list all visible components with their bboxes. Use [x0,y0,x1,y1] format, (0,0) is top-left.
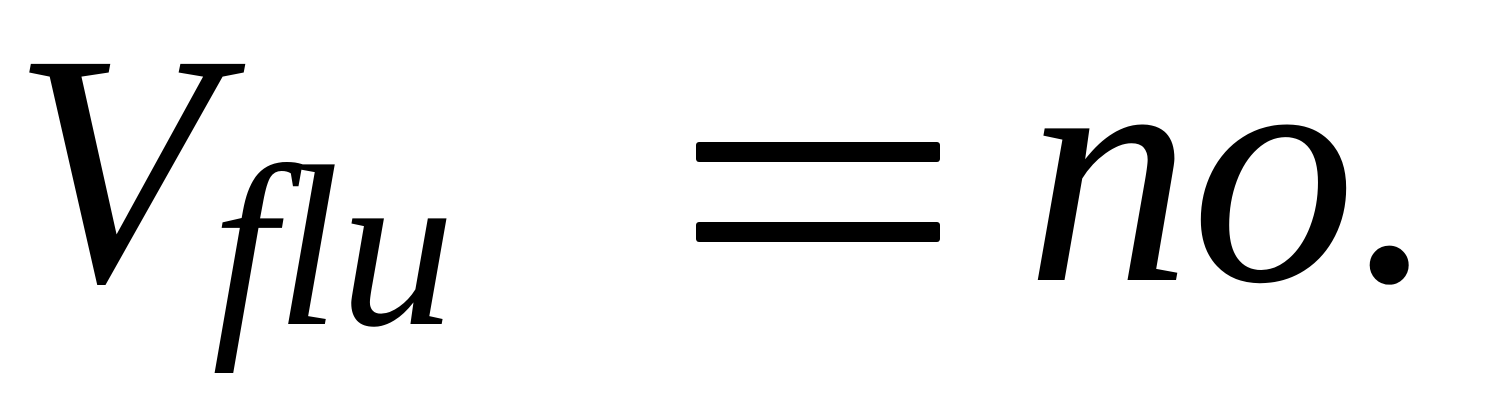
formula-variable: V [12,0,214,352]
equals-top-bar [696,142,940,162]
formula-value: no. [1026,0,1439,352]
formula-subscript: flu [212,119,455,374]
equals-sign [696,140,940,246]
equals-bottom-bar [696,222,940,242]
